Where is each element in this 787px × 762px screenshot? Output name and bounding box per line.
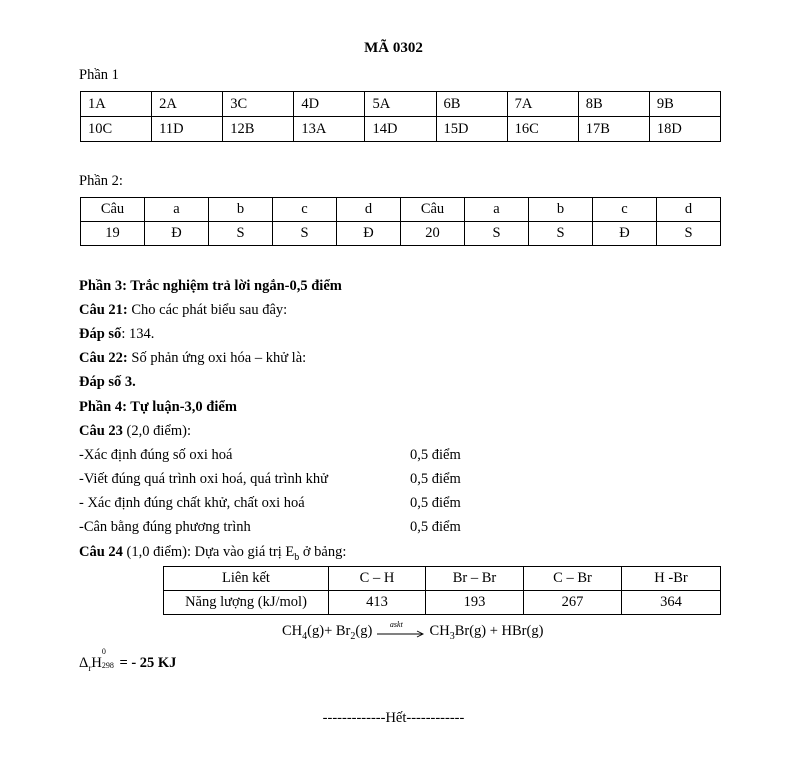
question-24-text: (1,0 điểm): Dựa vào giá trị E bbox=[122, 544, 295, 560]
table-cell: 267 bbox=[524, 591, 622, 615]
header-cell: Câu bbox=[81, 198, 145, 222]
question-21 bbox=[79, 302, 287, 319]
answer-cell: 10C bbox=[81, 117, 152, 142]
criterion-points: 0,5 điểm bbox=[410, 519, 461, 535]
table-row bbox=[81, 92, 721, 117]
header-cell: b bbox=[529, 198, 593, 222]
answer-cell: 4D bbox=[294, 92, 365, 117]
enthalpy-result bbox=[79, 647, 177, 673]
question-21-text: Cho các phát biểu sau đây: bbox=[127, 302, 288, 318]
product-tail: Br(g) + HBr(g) bbox=[454, 623, 544, 639]
header-cell: d bbox=[337, 198, 401, 222]
answer-cell: S bbox=[209, 222, 273, 246]
header-cell: b bbox=[209, 198, 273, 222]
header-cell: c bbox=[593, 198, 657, 222]
header-cell: a bbox=[465, 198, 529, 222]
question-24-subscript: b bbox=[294, 551, 300, 563]
answer-cell: 7A bbox=[507, 92, 578, 117]
product-ch3br: CH bbox=[429, 623, 450, 639]
answer-cell: S bbox=[657, 222, 721, 246]
answer-cell: S bbox=[273, 222, 337, 246]
question-24-tail: ở bảng: bbox=[299, 544, 347, 560]
table-row bbox=[81, 198, 721, 222]
answer-21-text: : 134. bbox=[121, 326, 155, 342]
question-23-label: Câu 23 bbox=[79, 423, 123, 439]
enthalpy-value: = - 25 KJ bbox=[115, 655, 177, 671]
answer-21 bbox=[79, 326, 154, 343]
reaction-arrow-icon bbox=[376, 619, 426, 639]
question-24-label: Câu 24 bbox=[79, 544, 123, 560]
reactant-ch4: CH bbox=[282, 623, 303, 639]
question-24 bbox=[79, 544, 346, 563]
answer-cell: S bbox=[529, 222, 593, 246]
header-cell: d bbox=[657, 198, 721, 222]
answer-21-label: Đáp số bbox=[79, 326, 122, 342]
answer-cell: 3C bbox=[223, 92, 294, 117]
answer-cell: 2A bbox=[152, 92, 223, 117]
part3-heading: Phần 3: Trắc nghiệm trả lời ngắn-0,5 điểm bbox=[79, 278, 342, 294]
table-row bbox=[81, 222, 721, 246]
criterion-points: 0,5 điểm bbox=[410, 471, 461, 487]
question-22-label: Câu 22: bbox=[79, 350, 128, 366]
question-21-label: Câu 21: bbox=[79, 302, 128, 318]
delta-symbol: Δ bbox=[79, 655, 89, 671]
criterion-points: 0,5 điểm bbox=[410, 447, 461, 463]
answer-cell: 16C bbox=[507, 117, 578, 142]
reactant-br2-subscript: 2 bbox=[350, 630, 356, 642]
answer-cell: 8B bbox=[578, 92, 649, 117]
table-cell: 413 bbox=[329, 591, 426, 615]
reaction-equation bbox=[282, 619, 544, 642]
answer-cell: S bbox=[465, 222, 529, 246]
answer-cell: 12B bbox=[223, 117, 294, 142]
enthalpy-indices bbox=[101, 647, 116, 670]
answer-cell: 11D bbox=[152, 117, 223, 142]
reactant-br2: (g)+ Br bbox=[307, 623, 351, 639]
part1-label: Phần 1 bbox=[79, 67, 119, 83]
part2-answer-table bbox=[80, 197, 721, 246]
question-22 bbox=[79, 350, 306, 367]
header-cell: Câu bbox=[401, 198, 465, 222]
answer-cell: Đ bbox=[337, 222, 401, 246]
table-cell: 364 bbox=[622, 591, 721, 615]
enthalpy-superscript: 0 bbox=[101, 647, 106, 656]
table-cell: Năng lượng (kJ/mol) bbox=[164, 591, 329, 615]
header-cell: C – Br bbox=[524, 567, 622, 591]
answer-cell: Đ bbox=[593, 222, 657, 246]
criterion-text: -Viết đúng quá trình oxi hoá, quá trình khử bbox=[79, 471, 329, 487]
reactant-br2-state: (g) bbox=[355, 623, 373, 639]
header-cell: c bbox=[273, 198, 337, 222]
answer-cell: 19 bbox=[81, 222, 145, 246]
answer-cell: Đ bbox=[145, 222, 209, 246]
reaction-condition: askt bbox=[389, 619, 403, 629]
enthalpy-h: H bbox=[91, 655, 102, 671]
question-23 bbox=[79, 423, 191, 440]
answer-cell: 13A bbox=[294, 117, 365, 142]
answer-cell: 18D bbox=[649, 117, 720, 142]
bond-energy-table bbox=[163, 566, 721, 615]
criterion-points: 0,5 điểm bbox=[410, 495, 461, 511]
answer-cell: 6B bbox=[436, 92, 507, 117]
header-cell: Br – Br bbox=[426, 567, 524, 591]
criterion-text: -Cân bằng đúng phương trình bbox=[79, 519, 251, 535]
answer-22: Đáp số 3. bbox=[79, 374, 136, 390]
page-footer: -------------Hết------------ bbox=[322, 710, 465, 726]
criterion-text: - Xác định đúng chất khử, chất oxi hoá bbox=[79, 495, 305, 511]
product-ch3br-subscript: 3 bbox=[449, 630, 455, 642]
table-cell: 193 bbox=[426, 591, 524, 615]
header-cell: Liên kết bbox=[164, 567, 329, 591]
table-row bbox=[81, 117, 721, 142]
header-cell: H -Br bbox=[622, 567, 721, 591]
answer-cell: 15D bbox=[436, 117, 507, 142]
part1-answer-table bbox=[80, 91, 721, 142]
criterion-text: -Xác định đúng số oxi hoá bbox=[79, 447, 233, 463]
answer-cell: 14D bbox=[365, 117, 436, 142]
part4-heading: Phần 4: Tự luận-3,0 điểm bbox=[79, 399, 237, 415]
question-23-text: (2,0 điểm): bbox=[122, 423, 191, 439]
part2-label: Phần 2: bbox=[79, 173, 123, 189]
answer-cell: 9B bbox=[649, 92, 720, 117]
enthalpy-subscript: 298 bbox=[101, 661, 114, 670]
header-cell: C – H bbox=[329, 567, 426, 591]
table-row bbox=[164, 591, 721, 615]
page-title: MÃ 0302 bbox=[364, 40, 423, 56]
question-22-text: Số phản ứng oxi hóa – khử là: bbox=[127, 350, 307, 366]
answer-cell: 20 bbox=[401, 222, 465, 246]
header-cell: a bbox=[145, 198, 209, 222]
table-row bbox=[164, 567, 721, 591]
answer-cell: 17B bbox=[578, 117, 649, 142]
answer-cell: 1A bbox=[81, 92, 152, 117]
answer-cell: 5A bbox=[365, 92, 436, 117]
reactant-ch4-subscript: 4 bbox=[302, 630, 308, 642]
delta-subscript: r bbox=[88, 662, 92, 673]
